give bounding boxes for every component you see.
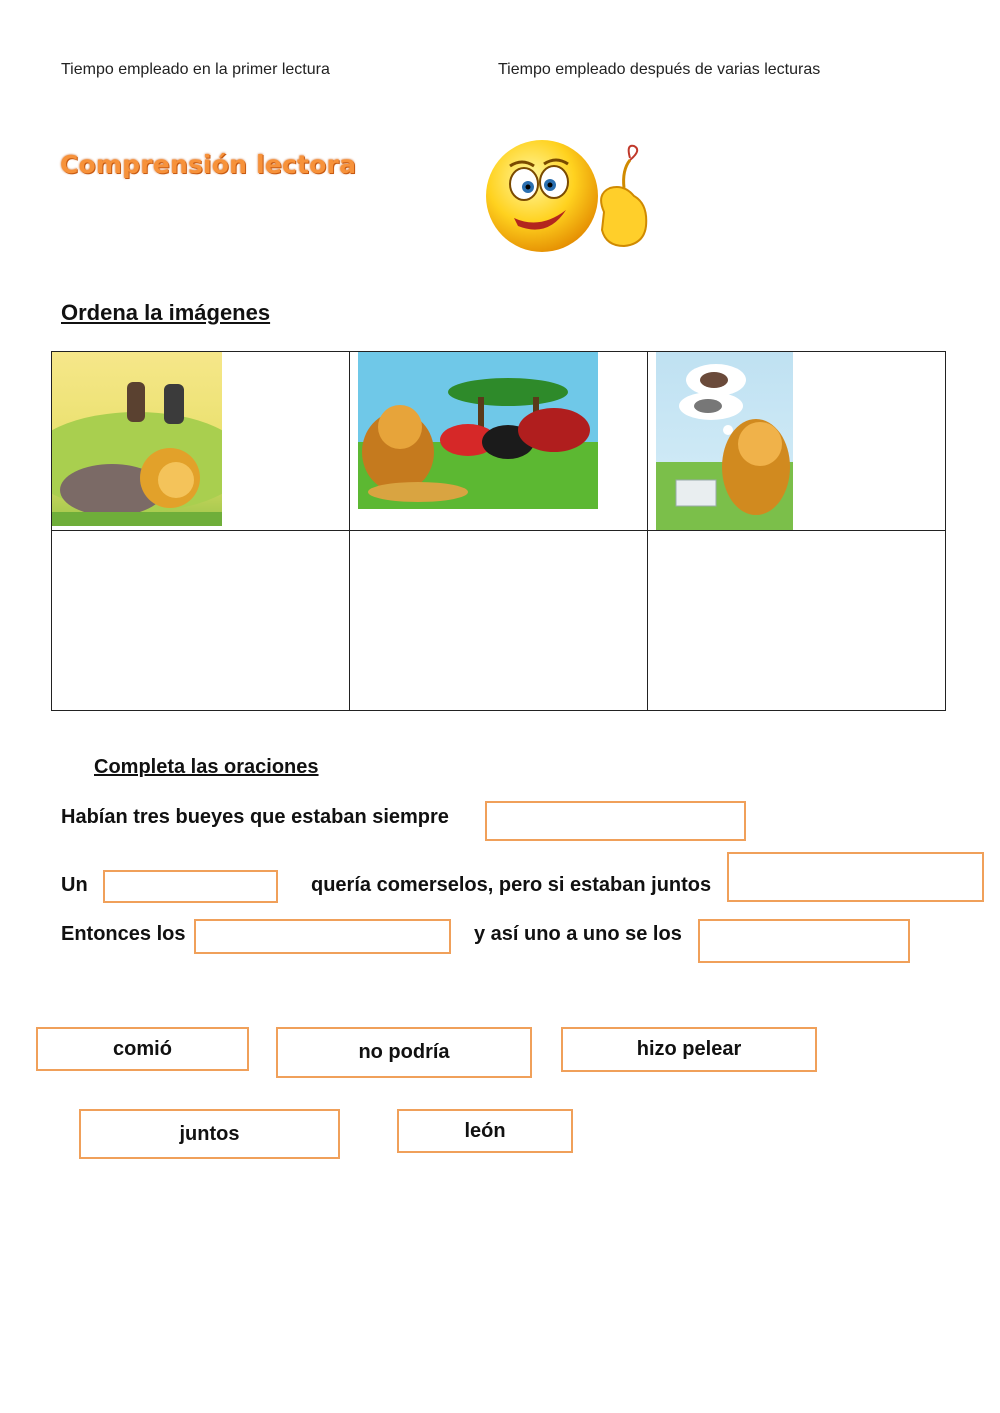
word-option-juntos[interactable]: juntos — [79, 1109, 340, 1159]
image-cell-2 — [350, 352, 648, 531]
time-first-reading-label: Tiempo empleado en la primer lectura — [61, 61, 330, 78]
answer-cell-1[interactable] — [52, 531, 350, 711]
sentence-1-text: Habían tres bueyes que estaban siempre — [61, 806, 449, 828]
sentence-3-middle: y así uno a uno se los — [474, 923, 682, 945]
word-option-hizo-pelear[interactable]: hizo pelear — [561, 1027, 817, 1072]
word-option-leon[interactable]: león — [397, 1109, 573, 1153]
time-after-readings-label: Tiempo empleado después de varias lecturas — [498, 61, 821, 78]
image-order-table — [51, 351, 946, 711]
sentence-3-start: Entonces los — [61, 923, 186, 945]
lion-attacking-oxen-illustration[interactable] — [358, 352, 598, 509]
word-option-comio[interactable]: comió — [36, 1027, 249, 1071]
lion-dreaming-illustration[interactable] — [656, 352, 793, 530]
blank-5[interactable] — [698, 919, 910, 963]
image-cell-1 — [52, 352, 350, 531]
word-option-no-podria[interactable]: no podría — [276, 1027, 532, 1078]
blank-2[interactable] — [103, 870, 278, 903]
order-images-heading: Ordena la imágenes — [61, 300, 271, 325]
answer-cell-2[interactable] — [350, 531, 648, 711]
blank-1[interactable] — [485, 801, 746, 841]
thinking-smiley-icon — [484, 134, 654, 258]
page-title: Comprensión lectora — [60, 150, 357, 179]
blank-3[interactable] — [727, 852, 984, 902]
sentence-2-middle: quería comerselos, pero si estaban juntos — [311, 874, 712, 896]
sentence-2-start: Un — [61, 874, 88, 896]
answer-cell-3[interactable] — [648, 531, 946, 711]
blank-4[interactable] — [194, 919, 451, 954]
oxen-and-lion-illustration[interactable] — [52, 352, 222, 526]
complete-sentences-heading: Completa las oraciones — [94, 756, 319, 778]
image-cell-3 — [648, 352, 946, 531]
